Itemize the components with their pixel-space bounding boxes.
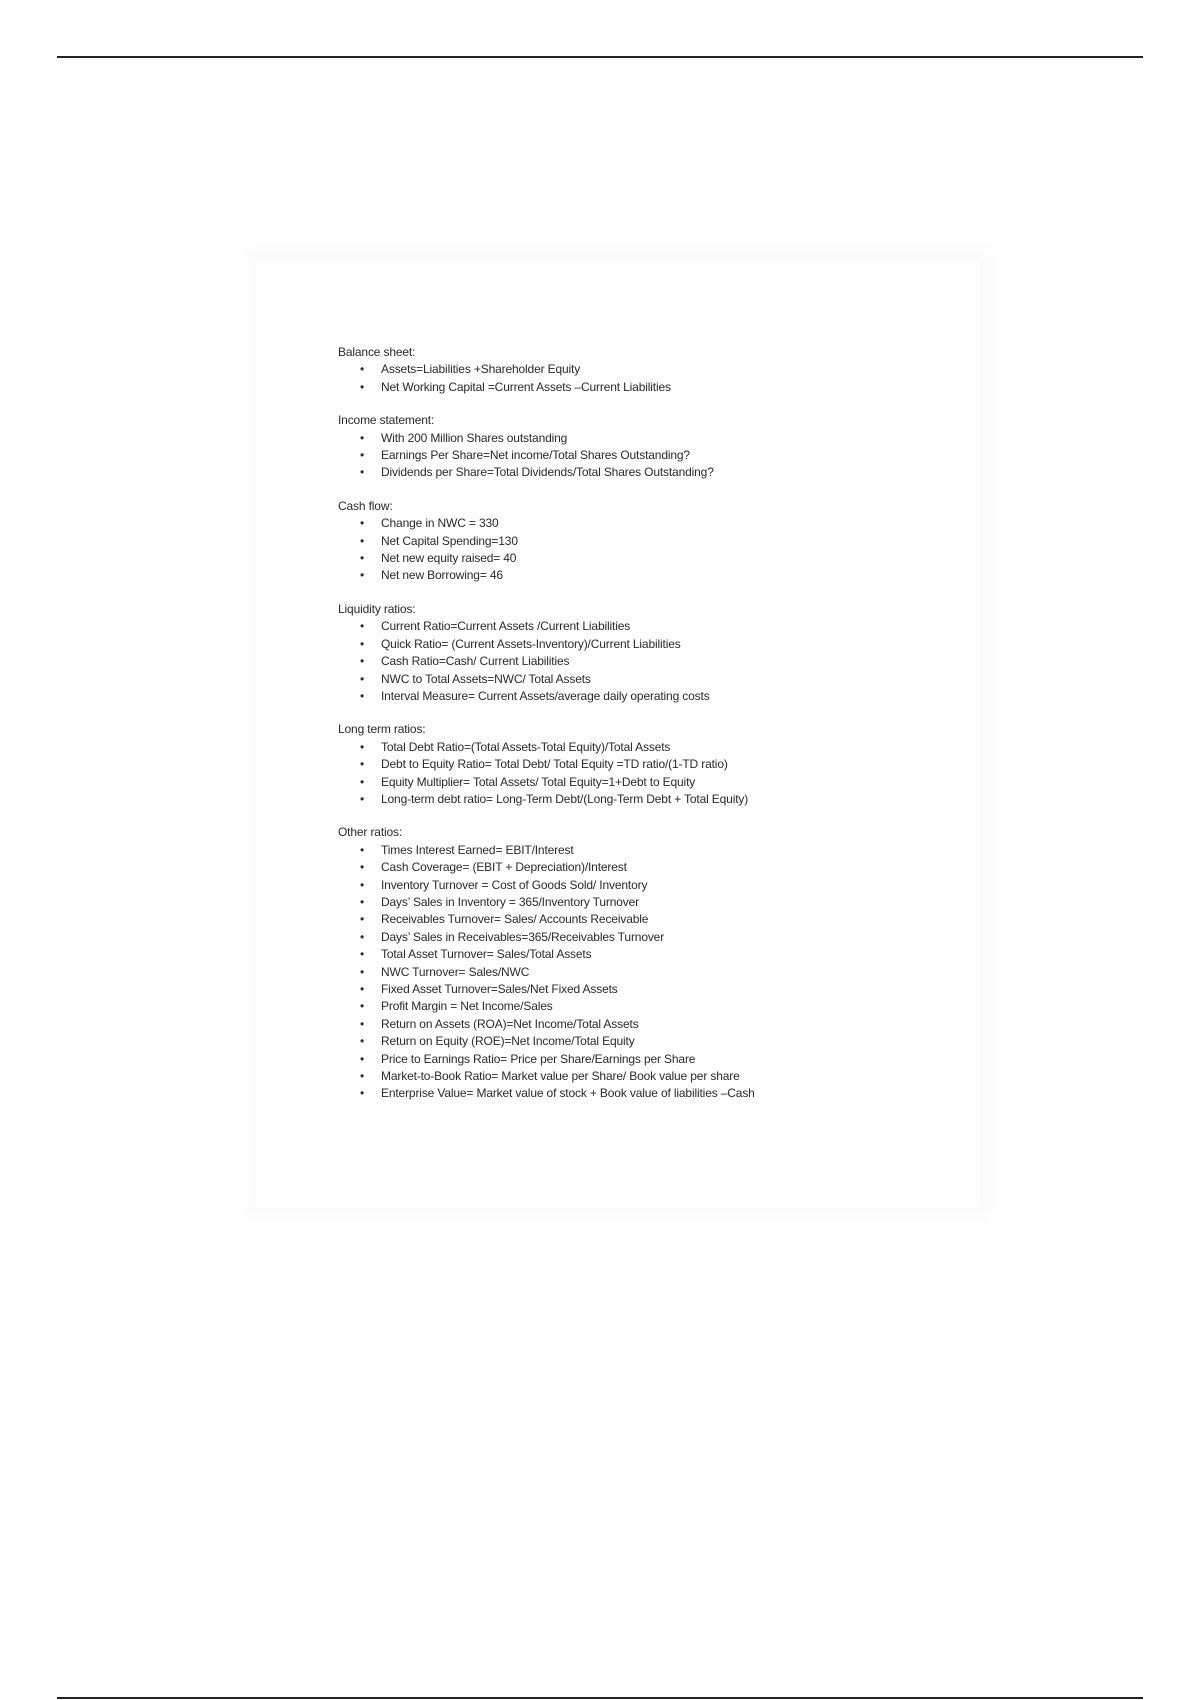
bullet-icon: •: [360, 516, 365, 531]
bullet-icon: •: [360, 877, 365, 892]
list-item-text: Cash Coverage= (EBIT + Depreciation)/Interest: [381, 860, 627, 875]
bullet-icon: •: [360, 362, 365, 377]
list-item: [360, 653, 938, 670]
list-item: [360, 1016, 938, 1033]
bullet-list: [338, 842, 938, 1103]
list-item: [360, 567, 938, 584]
list-item: [360, 877, 938, 894]
list-item: [360, 464, 938, 481]
bullet-icon: •: [360, 551, 365, 566]
list-item: [360, 894, 938, 911]
bullet-icon: •: [360, 1051, 365, 1066]
list-item-text: Dividends per Share=Total Dividends/Total Shares Outstanding?: [381, 465, 714, 480]
list-item-text: Net new equity raised= 40: [381, 551, 517, 566]
list-item-text: Current Ratio=Current Assets /Current Liabilities: [381, 619, 631, 634]
section-title: Long term ratios:: [338, 722, 426, 737]
list-item: [360, 1068, 938, 1085]
bullet-list: [338, 739, 938, 809]
list-item: [360, 791, 938, 808]
bullet-icon: •: [360, 1069, 365, 1084]
list-item-text: NWC to Total Assets=NWC/ Total Assets: [381, 671, 591, 686]
bullet-icon: •: [360, 912, 365, 927]
list-item-text: Return on Assets (ROA)=Net Income/Total Assets: [381, 1016, 639, 1031]
list-item-text: With 200 Million Shares outstanding: [381, 430, 568, 445]
list-item-text: Total Asset Turnover= Sales/Total Assets: [381, 947, 592, 962]
list-item-text: Cash Ratio=Cash/ Current Liabilities: [381, 654, 570, 669]
list-item-text: Net new Borrowing= 46: [381, 568, 503, 583]
section: [338, 721, 938, 808]
section-title: Other ratios:: [338, 825, 403, 840]
list-item: [360, 756, 938, 773]
section: [338, 498, 938, 585]
list-item-text: Times Interest Earned= EBIT/Interest: [381, 842, 574, 857]
bullet-icon: •: [360, 842, 365, 857]
list-item-text: Days’ Sales in Inventory = 365/Inventory Turnover: [381, 894, 640, 909]
section-title: Cash flow:: [338, 498, 393, 513]
bullet-icon: •: [360, 894, 365, 909]
bullet-icon: •: [360, 636, 365, 651]
list-item-text: Debt to Equity Ratio= Total Debt/ Total Equity =TD ratio/(1-TD ratio): [381, 757, 728, 772]
list-item: [360, 1051, 938, 1068]
list-item-text: Profit Margin = Net Income/Sales: [381, 999, 553, 1014]
list-item: [360, 842, 938, 859]
list-item-text: Long-term debt ratio= Long-Term Debt/(Long-Term Debt + Total Equity): [381, 791, 749, 806]
list-item-text: Market-to-Book Ratio= Market value per Share/ Book value per share: [381, 1069, 740, 1084]
section-title: Income statement:: [338, 413, 435, 428]
bullet-icon: •: [360, 1034, 365, 1049]
bullet-icon: •: [360, 568, 365, 583]
list-item-text: Interval Measure= Current Assets/average daily operating costs: [381, 688, 710, 703]
list-item: [360, 1085, 938, 1102]
list-item-text: Earnings Per Share=Net income/Total Shares Outstanding?: [381, 448, 690, 463]
list-item-text: Total Debt Ratio=(Total Assets-Total Equity)/Total Assets: [381, 739, 671, 754]
list-item: [360, 618, 938, 635]
bullet-icon: •: [360, 1016, 365, 1031]
bullet-icon: •: [360, 999, 365, 1014]
bullet-icon: •: [360, 619, 365, 634]
list-item: [360, 1033, 938, 1050]
section: [338, 412, 938, 482]
bullet-list: [338, 430, 938, 482]
list-item-text: Enterprise Value= Market value of stock + Book value of liabilities –Cash: [381, 1086, 755, 1101]
bullet-icon: •: [360, 757, 365, 772]
list-item-text: Fixed Asset Turnover=Sales/Net Fixed Assets: [381, 982, 618, 996]
bullet-icon: •: [360, 739, 365, 754]
list-item: [360, 688, 938, 705]
bullet-icon: •: [360, 379, 365, 394]
bullet-icon: •: [360, 533, 365, 548]
top-divider: [57, 56, 1143, 58]
list-item: [360, 636, 938, 653]
bullet-icon: •: [360, 791, 365, 806]
section: [338, 601, 938, 705]
bullet-list: [338, 515, 938, 585]
list-item-text: Price to Earnings Ratio= Price per Share/Earnings per Share: [381, 1051, 696, 1066]
list-item-text: Assets=Liabilities +Shareholder Equity: [381, 362, 581, 377]
list-item-text: Return on Equity (ROE)=Net Income/Total Equity: [381, 1034, 635, 1049]
list-item-text: Net Working Capital =Current Assets –Current Liabilities: [381, 379, 671, 394]
list-item-text: Inventory Turnover = Cost of Goods Sold/ Inventory: [381, 877, 648, 892]
bullet-list: [338, 361, 938, 396]
list-item: [360, 998, 938, 1015]
bullet-icon: •: [360, 982, 365, 996]
list-item: [360, 774, 938, 791]
list-item-text: Net Capital Spending=130: [381, 533, 518, 548]
list-item: [360, 981, 938, 998]
bullet-icon: •: [360, 448, 365, 463]
section: [338, 344, 938, 396]
bullet-list: [338, 618, 938, 705]
list-item: [360, 515, 938, 532]
formula-sheet: [338, 344, 938, 1119]
bullet-icon: •: [360, 671, 365, 686]
list-item-text: Days’ Sales in Receivables=365/Receivables Turnover: [381, 929, 665, 944]
list-item: [360, 946, 938, 963]
bullet-icon: •: [360, 1086, 365, 1101]
bullet-icon: •: [360, 929, 365, 944]
list-item: [360, 911, 938, 928]
bullet-icon: •: [360, 860, 365, 875]
list-item: [360, 550, 938, 567]
bottom-divider: [57, 1697, 1143, 1699]
bullet-icon: •: [360, 654, 365, 669]
list-item: [360, 859, 938, 876]
bullet-icon: •: [360, 964, 365, 979]
bullet-icon: •: [360, 430, 365, 445]
bullet-icon: •: [360, 774, 365, 789]
list-item-text: Receivables Turnover= Sales/ Accounts Receivable: [381, 912, 649, 927]
list-item: [360, 430, 938, 447]
bullet-icon: •: [360, 465, 365, 480]
list-item-text: Quick Ratio= (Current Assets-Inventory)/Current Liabilities: [381, 636, 681, 651]
list-item: [360, 379, 938, 396]
list-item-text: Equity Multiplier= Total Assets/ Total Equity=1+Debt to Equity: [381, 774, 696, 789]
bullet-icon: •: [360, 688, 365, 703]
list-item: [360, 533, 938, 550]
list-item: [360, 964, 938, 981]
section-title: Liquidity ratios:: [338, 601, 416, 616]
list-item: [360, 929, 938, 946]
bullet-icon: •: [360, 947, 365, 962]
list-item: [360, 671, 938, 688]
list-item-text: Change in NWC = 330: [381, 516, 499, 531]
section-title: Balance sheet:: [338, 345, 416, 359]
section: [338, 824, 938, 1103]
list-item: [360, 739, 938, 756]
list-item-text: NWC Turnover= Sales/NWC: [381, 964, 530, 979]
list-item: [360, 447, 938, 464]
list-item: [360, 361, 938, 378]
